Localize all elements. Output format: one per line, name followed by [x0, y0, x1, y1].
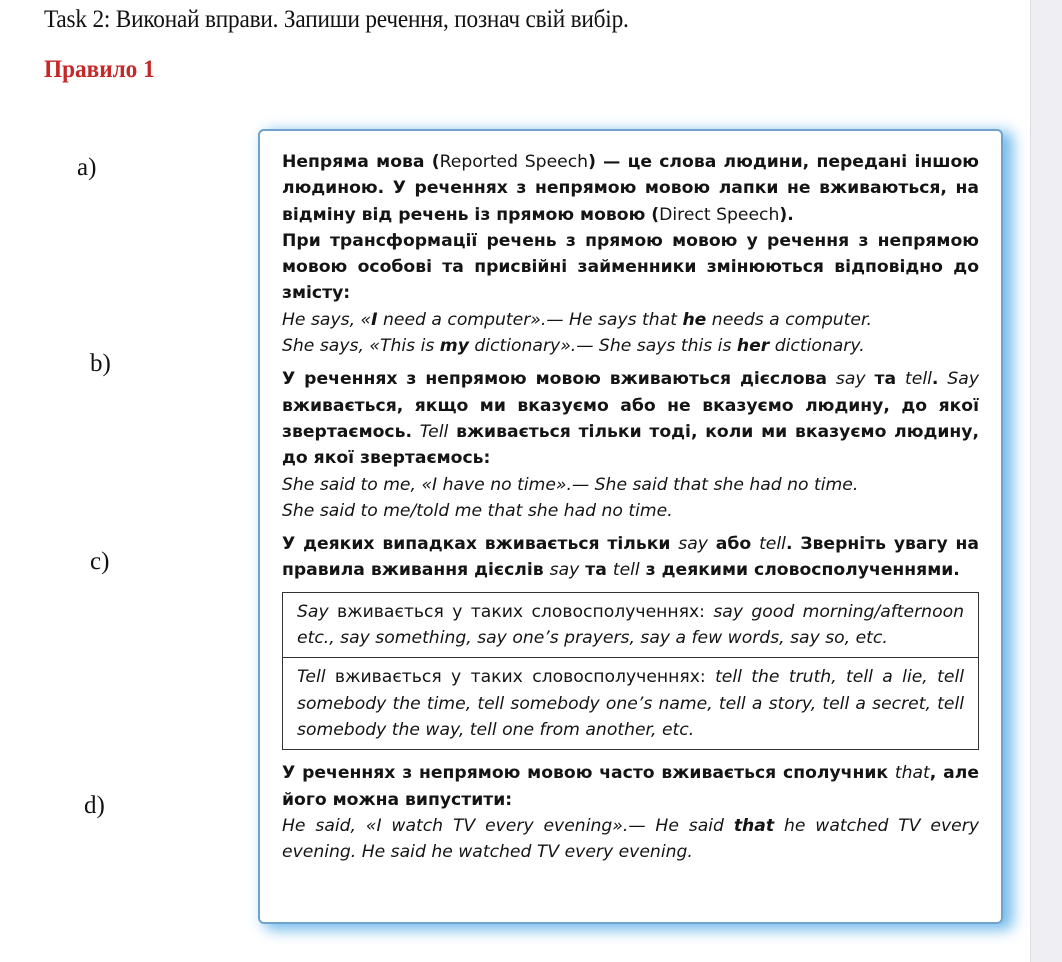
say-tell-paragraph: У реченнях з непрямою мовою вживаються дієслова say та tell. Say вживається, якщо ми вказуємо або не вказуємо людину, до якої звертаємось. Tell вживається тільки тоді, коли ми вказуємо людину, до якої звертаємось:: [282, 369, 979, 469]
transformation-paragraph: При трансформації речень з прямою мовою у речення з непрямою мовою особові та присвійні займенники змінюються відповідно до змісту:: [282, 230, 979, 304]
item-label-a: a): [77, 154, 97, 181]
item-label-d: d): [84, 792, 105, 819]
table-row-say: Say вживається у таких словосполученнях: say good morning/afternoon etc., say something, say one’s prayers, say a few words, say so, etc.: [297, 601, 964, 649]
example-line: She says, «This is my dictionary».— She says this is her dictionary.: [282, 336, 865, 357]
some-cases-paragraph: У деяких випадках вживається тільки say або tell. Зверніть увагу на правила вживання дієслів say та tell з деякими словосполученнями.: [282, 534, 980, 581]
that-paragraph: У реченнях з непрямою мовою часто вживається сполучник that, але його можна випустити:: [282, 763, 980, 810]
item-label-c: c): [90, 548, 110, 575]
item-label-b: b): [90, 350, 111, 377]
example-line: She said to me, «I have no time».— She said that she had no time.: [282, 474, 859, 495]
scrollbar-gutter[interactable]: [1030, 0, 1062, 962]
example-line: She said to me/told me that she had no time.: [282, 500, 673, 521]
say-tell-table: [282, 592, 979, 750]
intro-paragraph: Непряма мова (Reported Speech) — це слова людини, передані іншою людиною. У реченнях з непрямою мовою лапки не вживаються, на відміну від речень із прямою мовою (Direct Speech).: [282, 152, 979, 225]
rule-heading: Правило 1: [44, 56, 155, 83]
task-title: Task 2: Виконай вправи. Запиши речення, познач свій вибір.: [44, 6, 629, 33]
example-line: He said, «I watch TV every evening».— He said that he watched TV every evening. He said he watched TV every evening.: [282, 815, 979, 863]
table-row-tell: Tell вживається у таких словосполученнях: tell the truth, tell a lie, tell somebody the time, tell somebody one’s name, tell a story, tell a secret, tell somebody the way, tell one from another, etc.: [283, 657, 978, 749]
rule-box: [258, 129, 1003, 924]
example-line: He says, «I need a computer».— He says that he needs a computer.: [282, 309, 872, 330]
